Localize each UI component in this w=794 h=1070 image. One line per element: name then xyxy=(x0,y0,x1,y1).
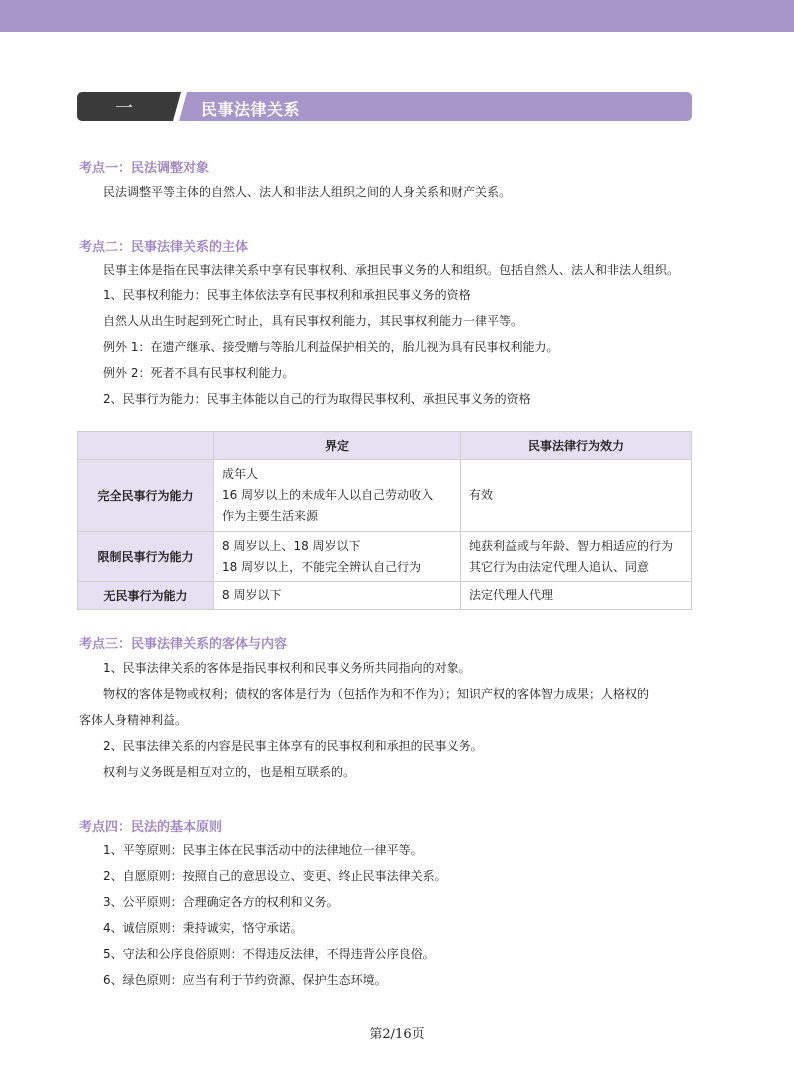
topic-4-heading: 考点四：民法的基本原则 xyxy=(79,820,223,835)
section-banner xyxy=(77,92,692,121)
cell-text: 法定代理人代理 xyxy=(469,588,554,602)
capacity-table xyxy=(77,431,692,610)
row-label: 无民事行为能力 xyxy=(78,582,214,610)
definition-cell xyxy=(214,582,461,610)
effect-cell xyxy=(461,532,692,582)
cell-text: 作为主要生活来源 xyxy=(222,509,319,523)
topic-2-paragraph: 民事主体是指在民事法律关系中享有民事权利、承担民事义务的人和组织。包括自然人、法人和非法人组织。 xyxy=(103,263,680,277)
table-row xyxy=(78,582,692,610)
topic-4-paragraph: 6、绿色原则：应当有利于节约资源、保护生态环境。 xyxy=(103,973,387,987)
topic-1-heading: 考点一：民法调整对象 xyxy=(79,161,210,176)
cell-text: 纯获利益或与年龄、智力相适应的行为 xyxy=(469,538,674,553)
table-header-cell: 民事法律行为效力 xyxy=(461,432,692,460)
topic-4-paragraph: 2、自愿原则：按照自己的意思设立、变更、终止民事法律关系。 xyxy=(103,869,447,883)
page-number: 第2/16页 xyxy=(369,1027,425,1042)
topic-2-paragraph: 例外 2：死者不具有民事权利能力。 xyxy=(103,366,295,380)
effect-cell xyxy=(461,582,692,610)
topic-3-paragraph: 2、民事法律关系的内容是民事主体享有的民事权利和承担的民事义务。 xyxy=(103,739,483,753)
cell-text: 8 周岁以下 xyxy=(222,588,282,602)
definition-cell xyxy=(214,532,461,582)
cell-text: 8 周岁以上、18 周岁以下 xyxy=(222,538,361,553)
effect-cell xyxy=(461,460,692,532)
table-header-row xyxy=(78,432,692,460)
row-label: 限制民事行为能力 xyxy=(78,532,214,582)
top-decorative-bar xyxy=(0,0,794,32)
topic-3-paragraph: 1、民事法律关系的客体是指民事权利和民事义务所共同指向的对象。 xyxy=(103,661,471,675)
row-label: 完全民事行为能力 xyxy=(78,460,214,532)
cell-text: 18 周岁以上，不能完全辨认自己行为 xyxy=(222,559,422,574)
topic-4-paragraph: 4、诚信原则：秉持诚实，恪守承诺。 xyxy=(103,921,303,935)
topic-2-heading: 考点二：民事法律关系的主体 xyxy=(79,240,249,255)
topic-2-paragraph: 1、民事权利能力：民事主体依法享有民事权利和承担民事义务的资格 xyxy=(103,288,471,302)
table-row xyxy=(78,532,692,582)
topic-4-paragraph: 1、平等原则：民事主体在民事活动中的法律地位一律平等。 xyxy=(103,843,423,857)
cell-text: 其它行为由法定代理人追认、同意 xyxy=(469,559,650,574)
cell-text: 成年人 xyxy=(222,467,259,481)
topic-3-paragraph: 权利与义务既是相互对立的，也是相互联系的。 xyxy=(103,765,356,779)
section-title: 民事法律关系 xyxy=(201,100,301,119)
topic-4-paragraph: 3、公平原则：合理确定各方的权利和义务。 xyxy=(103,895,339,909)
topic-2-paragraph: 2、民事行为能力：民事主体能以自己的行为取得民事权利、承担民事义务的资格 xyxy=(103,392,531,406)
topic-3-paragraph: 客体人身精神利益。 xyxy=(79,713,188,727)
topic-2-paragraph: 自然人从出生时起到死亡时止，具有民事权利能力，其民事权利能力一律平等。 xyxy=(103,314,524,328)
table-header-cell: 界定 xyxy=(214,432,461,460)
topic-3-heading: 考点三：民事法律关系的客体与内容 xyxy=(79,637,288,652)
cell-text: 有效 xyxy=(469,488,494,502)
section-number: 一 xyxy=(115,98,135,119)
cell-text: 16 周岁以上的未成年人以自己劳动收入 xyxy=(222,488,434,502)
topic-2-paragraph: 例外 1：在遗产继承、接受赠与等胎儿利益保护相关的，胎儿视为具有民事权利能力。 xyxy=(103,340,559,354)
table-row xyxy=(78,460,692,532)
topic-3-paragraph: 物权的客体是物或权利；债权的客体是行为（包括作为和不作为）；知识产权的客体智力成果；人格权的 xyxy=(103,687,650,701)
topic-1-paragraph: 民法调整平等主体的自然人、法人和非法人组织之间的人身关系和财产关系。 xyxy=(103,185,512,199)
topic-4-paragraph: 5、守法和公序良俗原则：不得违反法律，不得违背公序良俗。 xyxy=(103,947,435,961)
table-header-cell xyxy=(78,432,214,460)
definition-cell xyxy=(214,460,461,532)
